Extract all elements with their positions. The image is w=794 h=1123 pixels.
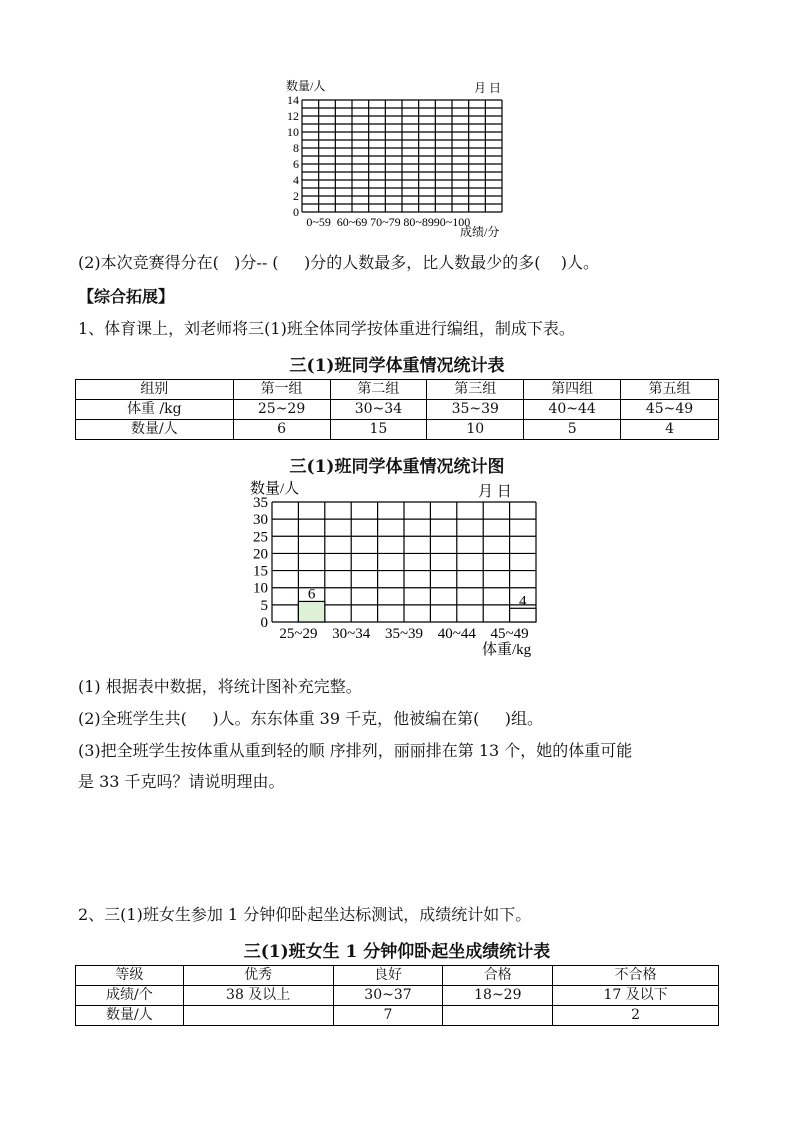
- table-cell: 40~44: [524, 400, 621, 420]
- table1-title: 三(1)班同学体重情况统计表: [289, 356, 505, 376]
- chart2-date-label: 月 日: [478, 484, 512, 500]
- table-cell: 6: [233, 420, 330, 440]
- table-cell: 合格: [443, 966, 553, 986]
- chart2-xlabel: 体重/kg: [482, 642, 532, 658]
- table-cell: 不合格: [553, 966, 719, 986]
- y-tick-label: 6: [293, 157, 299, 171]
- table-cell: 第四组: [524, 380, 621, 400]
- y-tick-label: 4: [293, 173, 299, 187]
- question-1-3-line1: (3)把全班学生按体重从重到轻的顺 序排列，丽丽排在第 13 个，她的体重可能: [78, 741, 633, 760]
- y-tick-label: 0: [260, 615, 268, 631]
- chart1-xlabel: 成绩/分: [460, 225, 500, 239]
- x-tick-label: 0~59: [306, 215, 331, 229]
- problem-2-intro: 2、三(1)班女生参加 1 分钟仰卧起坐达标测试，成绩统计如下。: [78, 905, 532, 924]
- bar: [510, 608, 536, 622]
- y-tick-label: 2: [293, 189, 299, 203]
- y-tick-label: 35: [253, 495, 268, 511]
- situp-table: [75, 965, 719, 1026]
- table-cell: 35~39: [427, 400, 524, 420]
- table-cell: [183, 1006, 333, 1026]
- question-1-3-line2: 是 33 千克吗？请说明理由。: [78, 772, 285, 791]
- table-cell: 成绩/个: [76, 986, 184, 1006]
- y-tick-label: 0: [293, 205, 299, 219]
- x-tick-label: 80~89: [403, 215, 434, 229]
- weight-bar-chart: [240, 474, 560, 666]
- y-tick-label: 8: [293, 141, 299, 155]
- y-tick-label: 20: [253, 546, 268, 563]
- chart2-title: 三(1)班同学体重情况统计图: [289, 457, 505, 477]
- table-cell: 数量/人: [76, 420, 234, 440]
- table-cell: 组别: [76, 380, 234, 400]
- table-cell: 等级: [76, 966, 184, 986]
- question-1-1: (1) 根据表中数据，将统计图补充完整。: [78, 677, 362, 696]
- y-tick-label: 12: [287, 109, 299, 123]
- y-tick-label: 5: [260, 597, 268, 614]
- table-cell: 30~37: [333, 986, 443, 1006]
- y-tick-label: 25: [253, 529, 268, 546]
- table-cell: [443, 1006, 553, 1026]
- y-tick-label: 15: [253, 563, 268, 580]
- table-cell: 良好: [333, 966, 443, 986]
- table-cell: 数量/人: [76, 1006, 184, 1026]
- table-cell: 第五组: [621, 380, 719, 400]
- x-tick-label: 60~69: [336, 215, 368, 229]
- table-cell: 10: [427, 420, 524, 440]
- chart1-date-label: 月 日: [474, 81, 502, 95]
- problem-1-intro: 1、体育课上，刘老师将三(1)班全体同学按体重进行编组，制成下表。: [78, 319, 575, 338]
- table-row: [76, 1006, 719, 1026]
- x-tick-label: 25~29: [279, 626, 318, 642]
- table-cell: 7: [333, 1006, 443, 1026]
- table-cell: 体重 /kg: [76, 400, 234, 420]
- table-cell: 优秀: [183, 966, 333, 986]
- chart1-ylabel: 数量/人: [286, 79, 326, 93]
- table-row: [76, 400, 719, 420]
- y-tick-label: 10: [253, 580, 268, 597]
- bar-value-label: 6: [307, 586, 316, 603]
- table-row: [76, 966, 719, 986]
- y-tick-label: 30: [253, 512, 268, 529]
- table-row: [76, 420, 719, 440]
- table2-title: 三(1)班女生 1 分钟仰卧起坐成绩统计表: [243, 942, 551, 962]
- table-cell: 2: [553, 1006, 719, 1026]
- x-tick-label: 35~39: [384, 626, 424, 642]
- bar-value-label: 4: [519, 593, 527, 610]
- table-cell: 38 及以上: [183, 986, 333, 1006]
- x-tick-label: 70~79: [370, 215, 401, 229]
- section-heading: 【综合拓展】: [78, 287, 175, 306]
- table-cell: 45~49: [621, 400, 719, 420]
- table-cell: 第二组: [330, 380, 427, 400]
- chart2-ylabel: 数量/人: [250, 481, 300, 497]
- y-tick-label: 14: [287, 93, 299, 107]
- table-row: [76, 986, 719, 1006]
- table-cell: 25~29: [233, 400, 330, 420]
- table-cell: 17 及以下: [553, 986, 719, 1006]
- table-row: [76, 380, 719, 400]
- table-cell: 5: [524, 420, 621, 440]
- question-2-text: (2)本次竞赛得分在( )分-- ( )分的人数最多，比人数最少的多( )人。: [78, 253, 600, 272]
- y-tick-label: 10: [287, 125, 299, 139]
- table-cell: 18~29: [443, 986, 553, 1006]
- table-cell: 4: [621, 420, 719, 440]
- table-cell: 15: [330, 420, 427, 440]
- table-cell: 第三组: [427, 380, 524, 400]
- x-tick-label: 40~44: [437, 626, 476, 642]
- table-cell: 第一组: [233, 380, 330, 400]
- question-1-2: (2)全班学生共( )人。东东体重 39 千克，他被编在第( )组。: [78, 709, 544, 728]
- bar: [298, 601, 324, 622]
- x-tick-label: 90~100: [433, 215, 471, 229]
- table-cell: 30~34: [330, 400, 427, 420]
- x-tick-label: 30~34: [332, 626, 371, 642]
- chart1-grid: [270, 76, 530, 246]
- weight-table: [75, 379, 719, 440]
- x-tick-label: 45~49: [490, 626, 529, 642]
